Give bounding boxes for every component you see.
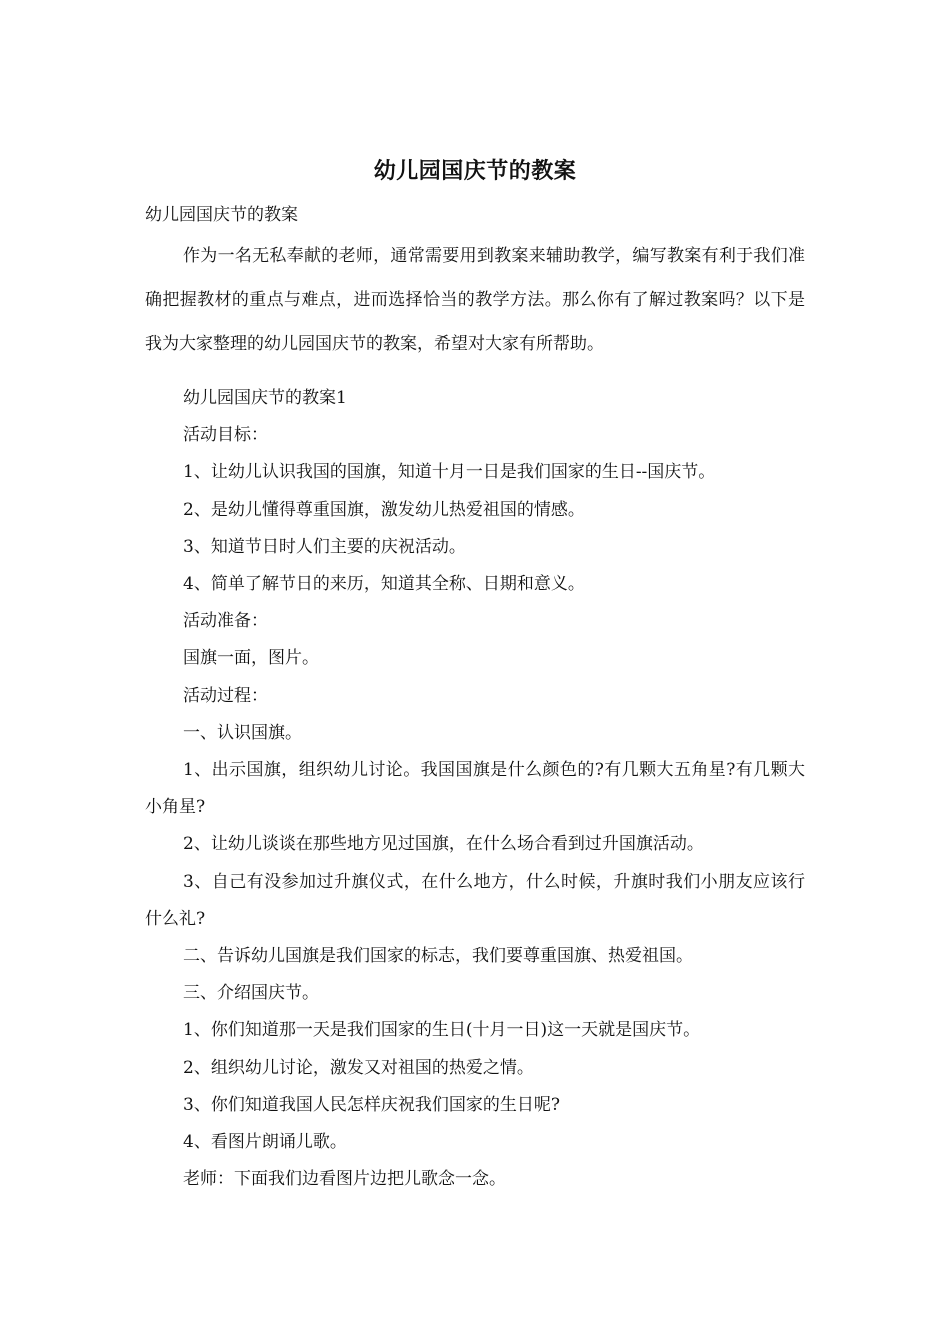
paragraph: 二、告诉幼儿国旗是我们国家的标志，我们要尊重国旗、热爱祖国。 xyxy=(183,946,693,967)
section-heading: 幼儿园国庆节的教案1 xyxy=(183,388,347,408)
paragraph: 2、组织幼儿讨论，激发又对祖国的热爱之情。 xyxy=(183,1057,534,1078)
paragraph: 国旗一面，图片。 xyxy=(183,648,319,669)
paragraph: 3、你们知道我国人民怎样庆祝我们国家的生日呢? xyxy=(183,1094,560,1115)
paragraph: 老师：下面我们边看图片边把儿歌念一念。 xyxy=(183,1169,506,1190)
document-subtitle: 幼儿园国庆节的教案 xyxy=(145,205,298,225)
paragraph: 2、让幼儿谈谈在那些地方见过国旗，在什么场合看到过升国旗活动。 xyxy=(183,834,704,855)
paragraph: 3、自己有没参加过升旗仪式，在什么地方，什么时候，升旗时我们小朋友应该行什么礼? xyxy=(145,871,805,929)
paragraph: 1、让幼儿认识我国的国旗，知道十月一日是我们国家的生日--国庆节。 xyxy=(183,462,716,483)
paragraph: 4、看图片朗诵儿歌。 xyxy=(183,1132,347,1153)
document-title: 幼儿园国庆节的教案 xyxy=(373,159,577,184)
paragraph-activity-goals: 活动目标： xyxy=(183,425,268,446)
paragraph: 1、你们知道那一天是我们国家的生日(十月一日)这一天就是国庆节。 xyxy=(183,1020,701,1041)
paragraph: 2、是幼儿懂得尊重国旗，激发幼儿热爱祖国的情感。 xyxy=(183,499,585,520)
paragraph: 三、介绍国庆节。 xyxy=(183,983,319,1004)
paragraph-activity-prep: 活动准备： xyxy=(183,611,268,632)
paragraph: 一、认识国旗。 xyxy=(183,722,302,743)
paragraph: 1、出示国旗，组织幼儿讨论。我国国旗是什么颜色的?有几颗大五角星?有几颗大小角星? xyxy=(145,760,805,818)
intro-paragraph: 作为一名无私奉献的老师，通常需要用到教案来辅助教学，编写教案有利于我们准确把握教材的重点与难点，进而选择恰当的教学方法。那么你有了解过教案吗？以下是我为大家整理的幼儿园国庆节的教案，希望对大家有所帮助。 xyxy=(145,246,805,354)
body-content xyxy=(145,380,805,1198)
paragraph: 3、知道节日时人们主要的庆祝活动。 xyxy=(183,536,466,557)
paragraph: 4、简单了解节日的来历，知道其全称、日期和意义。 xyxy=(183,574,585,595)
paragraph-activity-process: 活动过程： xyxy=(183,685,268,706)
